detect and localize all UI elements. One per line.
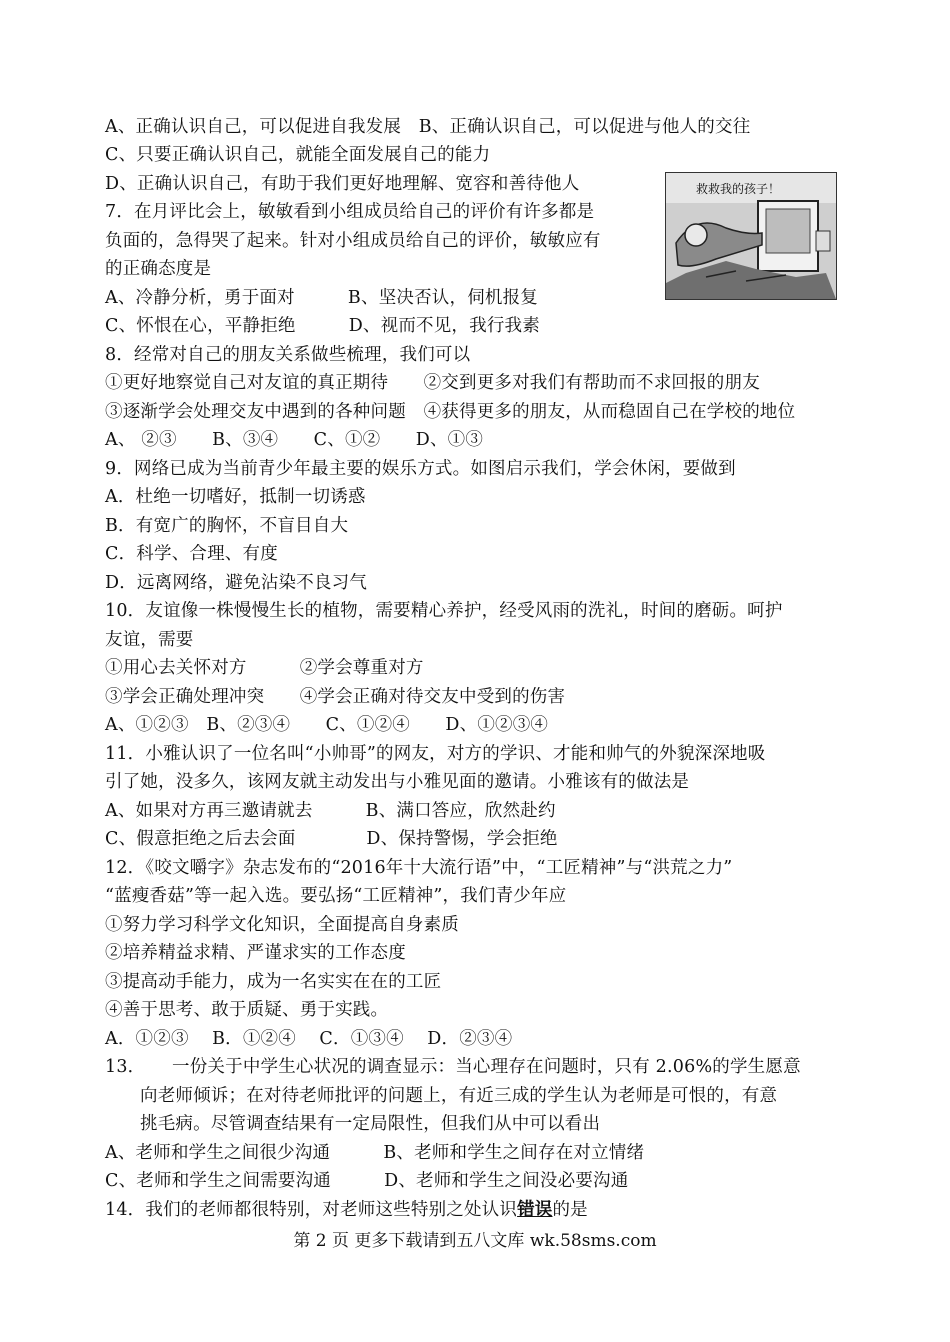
q8-statements-3-4: ③逐渐学会处理交友中遇到的各种问题 ④获得更多的朋友，从而稳固自己在学校的地位: [105, 402, 796, 422]
q13-option-c-d: C、老师和学生之间需要沟通 D、老师和学生之间没必要沟通: [105, 1171, 629, 1191]
q11-stem-line-1: 11．小雅认识了一位名叫“小帅哥”的网友，对方的学识、才能和帅气的外貌深深地吸: [105, 744, 766, 764]
q13-stem-line-2: 向老师倾诉；在对待老师批评的问题上，有近三成的学生认为老师是可恨的，有意: [140, 1086, 778, 1106]
q10-options: A、①②③ B、②③④ C、①②④ D、①②③④: [105, 715, 549, 735]
q10-statements-3-4: ③学会正确处理冲突 ④学会正确对待交友中受到的伤害: [105, 687, 566, 707]
q7-option-a-b: A、冷静分析，勇于面对 B、坚决否认，伺机报复: [105, 288, 538, 308]
page-footer: 第 2 页 更多下载请到五八文库 wk.58sms.com: [293, 1231, 657, 1251]
q11-option-c-d: C、假意拒绝之后去会面 D、保持警惕，学会拒绝: [105, 829, 558, 849]
q14-stem: [105, 1196, 588, 1224]
q10-stem-line-2: 友谊，需要: [105, 630, 194, 650]
q12-stem-line-2: “蓝瘦香菇”等一起入选。要弘扬“工匠精神”，我们青少年应: [105, 886, 567, 906]
q7-stem-line-2: 负面的，急得哭了起来。针对小组成员给自己的评价，敏敏应有: [105, 231, 601, 251]
q7-stem-line-3: 的正确态度是: [105, 259, 212, 279]
q11-stem-line-2: 引了她，没多久，该网友就主动发出与小雅见面的邀请。小雅该有的做法是: [105, 772, 690, 792]
q7-stem-line-1: 7．在月评比会上，敏敏看到小组成员给自己的评价有许多都是: [105, 202, 595, 222]
q9-option-d: D．远离网络，避免沾染不良习气: [105, 573, 368, 593]
q8-statements-1-2: ①更好地察觉自己对友谊的真正期待 ②交到更多对我们有帮助而不求回报的朋友: [105, 373, 760, 393]
q14-stem-suffix: 的是: [552, 1200, 588, 1220]
q12-statement-4: ④善于思考、敢于质疑、勇于实践。: [105, 1000, 389, 1020]
q13-option-a-b: A、老师和学生之间很少沟通 B、老师和学生之间存在对立情绪: [105, 1143, 645, 1163]
q13-stem-line-1: 13． 一份关于中学生心状况的调查显示：当心理存在问题时，只有 2.06%的学生愿意: [105, 1057, 801, 1077]
q12-options: A．①②③ B．①②④ C．①③④ D．②③④: [105, 1029, 513, 1049]
cartoon-drawing: [666, 173, 836, 299]
q12-statement-3: ③提高动手能力，成为一名实实在在的工匠: [105, 972, 442, 992]
q12-statement-2: ②培养精益求精、严谨求实的工作态度: [105, 943, 406, 963]
q14-stem-prefix: 14．我们的老师都很特别，对老师这些特别之处认识: [105, 1200, 518, 1220]
q6-option-c: C、只要正确认识自己，就能全面发展自己的能力: [105, 145, 491, 165]
q12-stem-line-1: 12．《咬文嚼字》杂志发布的“2016年十大流行语”中，“工匠精神”与“洪荒之力”: [105, 858, 733, 878]
q11-option-a-b: A、如果对方再三邀请就去 B、满口答应，欣然赴约: [105, 801, 556, 821]
cartoon-caption: 救救我的孩子！: [696, 182, 781, 196]
q10-stem-line-1: 10．友谊像一株慢慢生长的植物，需要精心养护，经受风雨的洗礼，时间的磨砺。呵护: [105, 601, 783, 621]
q8-stem: 8．经常对自己的朋友关系做些梳理，我们可以: [105, 345, 471, 365]
cartoon-illustration: [665, 172, 837, 300]
q7-option-c-d: C、怀恨在心，平静拒绝 D、视而不见，我行我素: [105, 316, 540, 336]
q14-emphasis-word: 错误: [517, 1200, 553, 1220]
q9-option-b: B．有宽广的胸怀，不盲目自大: [105, 516, 349, 536]
q6-option-d: D、正确认识自己，有助于我们更好地理解、宽容和善待他人: [105, 174, 580, 194]
q9-option-c: C．科学、合理、有度: [105, 544, 278, 564]
q12-statement-1: ①努力学习科学文化知识，全面提高自身素质: [105, 915, 459, 935]
q6-option-a-b: A、正确认识自己，可以促进自我发展 B、正确认识自己，可以促进与他人的交往: [105, 117, 751, 137]
q9-option-a: A．杜绝一切嗜好，抵制一切诱惑: [105, 487, 366, 507]
q8-options: A、 ②③ B、③④ C、①② D、①③: [105, 430, 484, 450]
q10-statements-1-2: ①用心去关怀对方 ②学会尊重对方: [105, 658, 424, 678]
q13-stem-line-3: 挑毛病。尽管调查结果有一定局限性，但我们从中可以看出: [140, 1114, 601, 1134]
q9-stem: 9．网络已成为当前青少年最主要的娱乐方式。如图启示我们，学会休闲，要做到: [105, 459, 736, 479]
